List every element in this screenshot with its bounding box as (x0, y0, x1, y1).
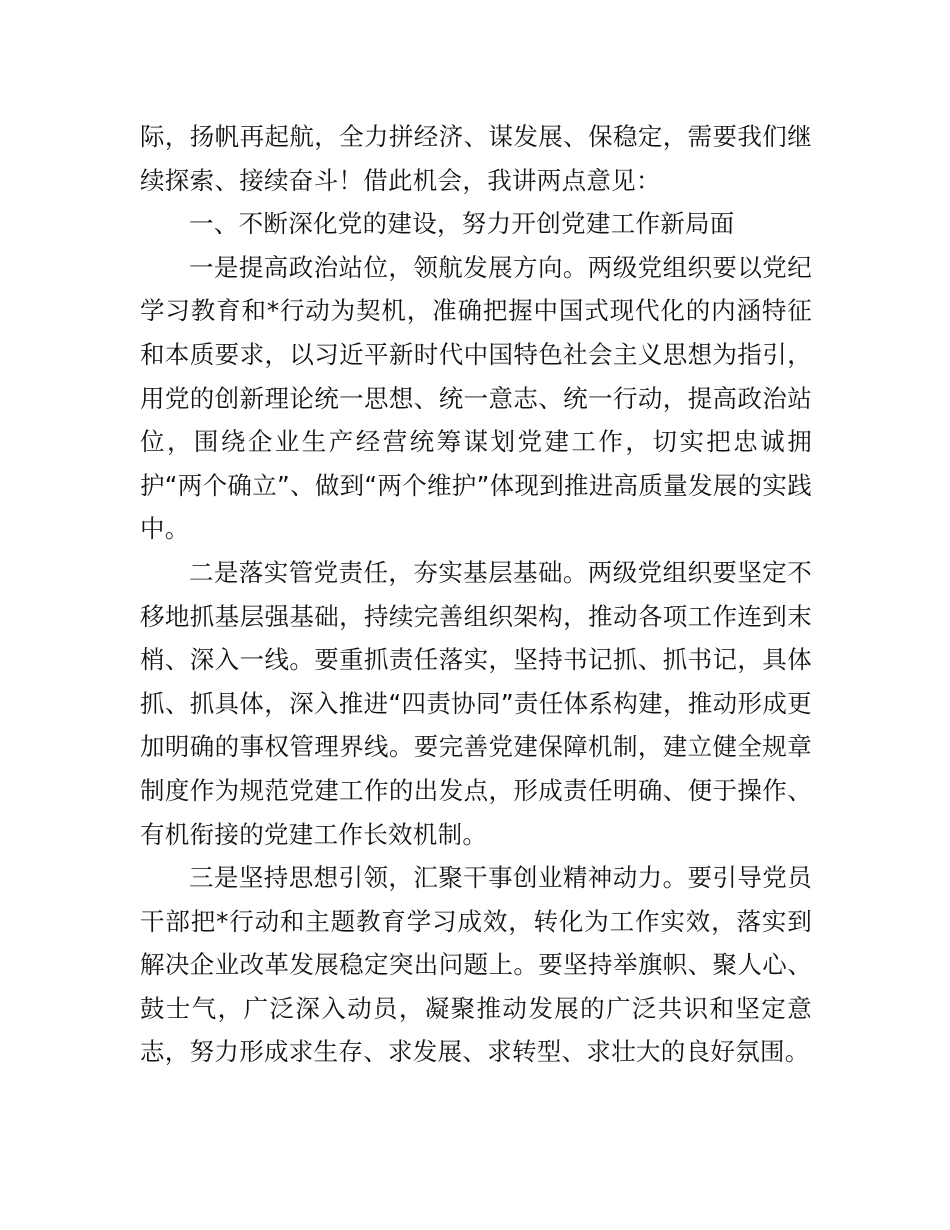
document-body (140, 115, 812, 1074)
paragraph-point-three: 三是坚持思想引领，汇聚干事创业精神动力。要引导党员干部把*行动和主题教育学习成效，转化为工作实效，落实到解决企业改革发展稳定突出问题上。要坚持举旗帜、聚人心、鼓士气，广泛深入动员，凝聚推动发展的广泛共识和坚定意志，努力形成求生存、求发展、求转型、求壮大的良好氛围。 (140, 863, 812, 1067)
section-heading: 一、不断深化党的建设，努力开创党建工作新局面 (189, 209, 735, 239)
paragraph-intro-continuation: 际，扬帆再起航，全力拼经济、谋发展、保稳定，需要我们继续探索、接续奋斗！借此机会，我讲两点意见： (140, 122, 812, 195)
paragraph-point-one: 一是提高政治站位，领航发展方向。两级党组织要以党纪学习教育和*行动为契机，准确把握中国式现代化的内涵特征和本质要求，以习近平新时代中国特色社会主义思想为指引，用党的创新理论统一思想、统一意志、统一行动，提高政治站位，围绕企业生产经营统筹谋划党建工作，切实把忠诚拥护“两个确立”、做到“两个维护”体现到推进高质量发展的实践中。 (140, 252, 812, 544)
paragraph-point-two: 二是落实管党责任，夯实基层基础。两级党组织要坚定不移地抓基层强基础，持续完善组织架构，推动各项工作连到末梢、深入一线。要重抓责任落实，坚持书记抓、抓书记，具体抓、抓具体，深入推进“四责协同”责任体系构建，推动形成更加明确的事权管理界线。要完善党建保障机制，建立健全规章制度作为规范党建工作的出发点，形成责任明确、便于操作、有机衔接的党建工作长效机制。 (140, 557, 812, 849)
